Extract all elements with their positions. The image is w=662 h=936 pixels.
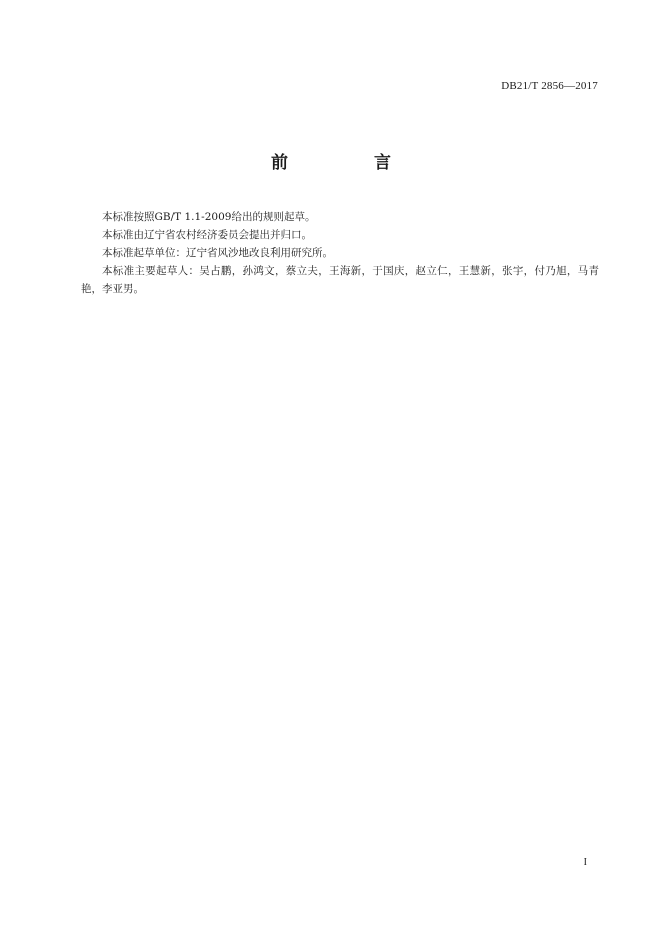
- paragraph-proposer: 本标准由辽宁省农村经济委员会提出并归口。: [102, 229, 312, 241]
- paragraph-drafters: 本标准主要起草人：吴占鹏，孙鸿文，蔡立夫，王海新，于国庆，赵立仁，王慧新，张宇，付乃旭，马青艳，李亚男。: [81, 265, 599, 295]
- page-number: I: [583, 857, 587, 868]
- page-title: 前 言: [271, 153, 431, 173]
- paragraph-drafting-unit: 本标准起草单位：辽宁省风沙地改良利用研究所。: [102, 247, 333, 259]
- document-code: DB21/T 2856—2017: [501, 80, 598, 92]
- paragraph-drafting-rules: 本标准按照GB/T 1.1-2009给出的规则起草。: [102, 211, 316, 223]
- foreword-body: [81, 208, 599, 298]
